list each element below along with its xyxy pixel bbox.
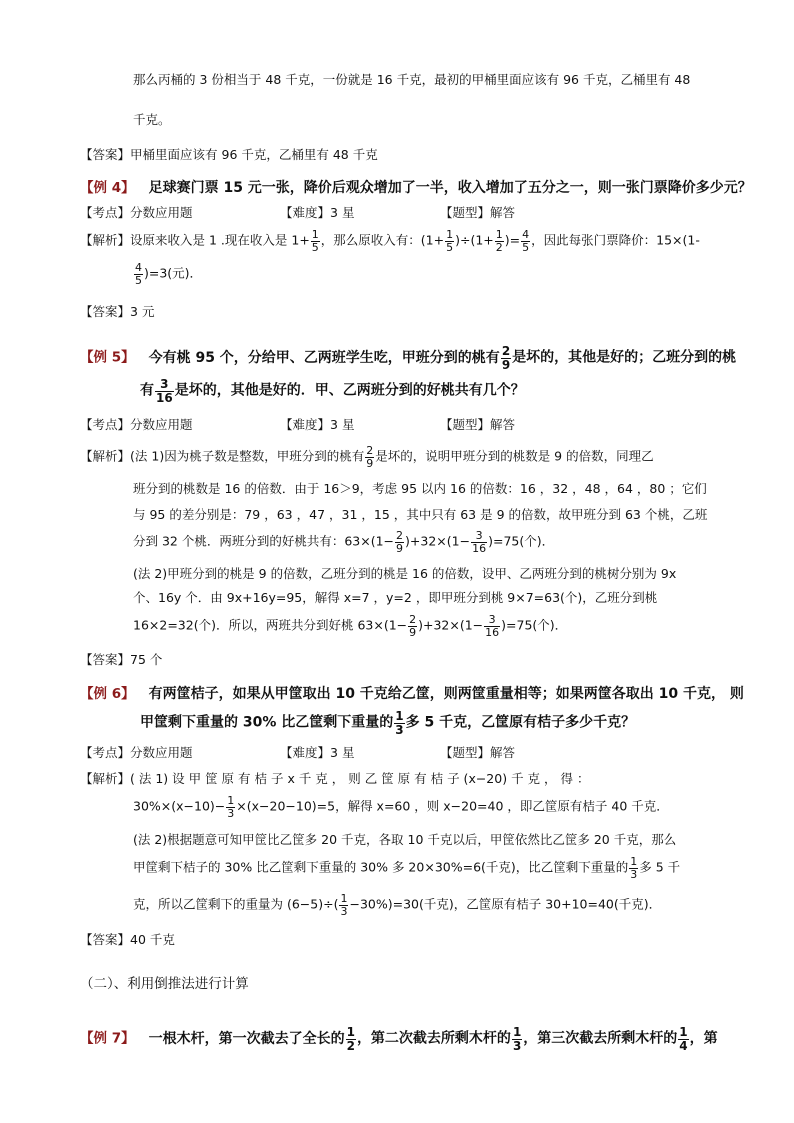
denominator: 9 xyxy=(396,541,404,555)
fraction xyxy=(521,229,530,253)
analysis-text: )=75(个)． xyxy=(501,617,568,633)
kaodian-value: 分数应用题 xyxy=(130,205,193,220)
analysis-text: ×(x−20−10)=5，解得 x=60 ，则 x−20=40 ，即乙筐原有桔子 40 千克． xyxy=(236,798,669,814)
example-4-analysis-line-1 xyxy=(80,229,700,253)
question-text: 是坏的，其他是好的；乙班分到的桃 xyxy=(512,349,737,366)
kaodian-tag: 【考点】 xyxy=(80,205,131,220)
denominator: 9 xyxy=(409,625,417,639)
prev-answer xyxy=(80,147,378,163)
denominator: 9 xyxy=(366,456,374,470)
numerator: 1 xyxy=(512,1025,522,1039)
example-label: 【例 5】 xyxy=(80,349,135,366)
analysis-text: )=3(元)． xyxy=(144,265,203,281)
example-6-analysis-line-5 xyxy=(133,893,661,917)
tixing-tag: 【题型】 xyxy=(440,205,491,220)
fraction xyxy=(484,614,500,638)
answer-text: 3 元 xyxy=(130,304,155,319)
fraction xyxy=(155,378,174,404)
example-6-question-line-2 xyxy=(140,710,635,736)
answer-text: 40 千克 xyxy=(130,932,175,947)
numerator: 1 xyxy=(495,228,503,241)
example-6-answer xyxy=(80,932,175,948)
analysis-text: )=75(个)． xyxy=(488,533,555,549)
fraction xyxy=(445,229,454,253)
fraction xyxy=(395,530,404,554)
denominator: 5 xyxy=(446,240,454,254)
example-5-analysis-line-2: 班分到的桃数是 16 的倍数．由于 16＞9，考虑 95 以内 16 的倍数：16 ，32 ，48 ，64 ，80 ；它们 xyxy=(133,481,707,496)
example-4-analysis-line-2 xyxy=(133,262,202,286)
analysis-text: ，那么原收入有：(1+ xyxy=(320,232,445,248)
prev-text-line-1: 那么丙桶的 3 份相当于 48 千克，一份就是 16 千克，最初的甲桶里面应该有 96 千克，乙桶里有 48 xyxy=(133,72,691,87)
denominator: 3 xyxy=(340,904,348,918)
answer-text: 甲桶里面应该有 96 千克，乙桶里有 48 千克 xyxy=(130,147,378,162)
question-text: 足球赛门票 15 元一张，降价后观众增加了一半，收入增加了五分之一，则一张门票降价多少元？ xyxy=(148,180,752,196)
question-text: 甲筐剩下重量的 30% 比乙筐剩下重量的 xyxy=(140,714,394,731)
nandu-tag: 【难度】 xyxy=(280,417,331,432)
denominator: 9 xyxy=(501,357,511,372)
kaodian-tag: 【考点】 xyxy=(80,417,131,432)
fraction xyxy=(495,229,504,253)
numerator: 1 xyxy=(395,709,404,723)
fraction xyxy=(501,345,511,371)
nandu-tag: 【难度】 xyxy=(280,745,331,760)
nandu-value: 3 星 xyxy=(330,417,355,432)
answer-tag: 【答案】 xyxy=(80,304,131,319)
numerator: 3 xyxy=(160,377,169,391)
numerator: 4 xyxy=(135,261,142,274)
question-text: ，第 xyxy=(689,1030,718,1047)
denominator: 2 xyxy=(346,1038,355,1053)
numerator: 4 xyxy=(522,228,530,241)
analysis-text: 分到 32 个桃．两班分到的好桃共有：63×(1− xyxy=(133,533,395,549)
example-5-answer xyxy=(80,652,162,668)
answer-tag: 【答案】 xyxy=(80,932,131,947)
example-5-analysis-line-1 xyxy=(80,445,654,469)
denominator: 5 xyxy=(135,273,142,287)
section-heading: （二）、利用倒推法进行计算 xyxy=(80,976,249,992)
jiexi-tag: 【解析】 xyxy=(80,232,131,248)
tixing-value: 解答 xyxy=(490,745,516,760)
fraction xyxy=(365,445,374,469)
numerator: 1 xyxy=(340,892,348,905)
analysis-text: ( 法 1) 设 甲 筐 原 有 桔 子 x 千 克 ， 则 乙 筐 原 有 桔 子 (x−20) 千 克 ， 得 ： xyxy=(130,771,590,786)
numerator: 2 xyxy=(501,344,511,358)
answer-tag: 【答案】 xyxy=(80,652,131,667)
numerator: 1 xyxy=(630,855,638,868)
jiexi-tag: 【解析】 xyxy=(80,448,131,464)
example-5-question-line-2 xyxy=(140,378,525,404)
example-6-analysis-line-4 xyxy=(133,856,680,880)
numerator: 1 xyxy=(446,228,454,241)
example-4-meta xyxy=(80,205,515,221)
denominator: 16 xyxy=(472,541,487,555)
denominator: 3 xyxy=(395,722,404,737)
analysis-text: )= xyxy=(504,232,521,248)
analysis-text: 是坏的，说明甲班分到的桃数是 9 的倍数，同理乙 xyxy=(375,448,654,464)
analysis-text: )+32×(1− xyxy=(405,533,471,549)
fraction xyxy=(339,893,348,917)
example-7-question xyxy=(80,1026,718,1052)
analysis-text: )+32×(1− xyxy=(418,617,484,633)
example-5-analysis-line-7 xyxy=(133,614,567,638)
answer-text: 75 个 xyxy=(130,652,163,667)
analysis-text: 甲筐剩下桔子的 30% 比乙筐剩下重量的 30% 多 20×30%=6(千克)，比乙筐剩下重量的 xyxy=(133,859,629,875)
prev-text-line-2: 千克。 xyxy=(133,112,171,127)
tixing-value: 解答 xyxy=(490,417,516,432)
example-5-analysis-line-6: 个、16y 个．由 9x+16y=95，解得 x=7 ，y=2 ，即甲班分到桃 9×7=63(个)，乙班分到桃 xyxy=(133,590,658,605)
denominator: 16 xyxy=(156,390,173,405)
example-5-meta xyxy=(80,417,515,433)
fraction xyxy=(408,614,417,638)
kaodian-tag: 【考点】 xyxy=(80,745,131,760)
fraction xyxy=(134,262,143,286)
fraction xyxy=(394,710,404,736)
example-4-answer xyxy=(80,304,154,320)
fraction xyxy=(629,856,638,880)
example-6-analysis-line-1 xyxy=(80,771,589,787)
analysis-text: 设原来收入是 1 .现在收入是 1+ xyxy=(130,232,310,248)
tixing-tag: 【题型】 xyxy=(440,745,491,760)
fraction xyxy=(226,795,235,819)
question-text: ，第三次截去所剩木杆的 xyxy=(523,1030,678,1047)
nandu-value: 3 星 xyxy=(330,205,355,220)
example-5-question-line-1 xyxy=(80,345,736,371)
example-5-analysis-line-3: 与 95 的差分别是：79 ，63 ，47 ，31 ，15 ，其中只有 63 是 9 的倍数，故甲班分到 63 个桃，乙班 xyxy=(133,507,708,522)
fraction xyxy=(311,229,320,253)
question-text: 今有桃 95 个，分给甲、乙两班学生吃，甲班分到的桃有 xyxy=(148,349,500,366)
example-label: 【例 7】 xyxy=(80,1030,135,1047)
tixing-tag: 【题型】 xyxy=(440,417,491,432)
question-text: 有两筐桔子，如果从甲筐取出 10 千克给乙筐，则两筐重量相等；如果两筐各取出 10 千克， 则 xyxy=(148,686,744,702)
analysis-text: )÷(1+ xyxy=(455,232,494,248)
fraction xyxy=(471,530,487,554)
example-6-meta xyxy=(80,745,515,761)
numerator: 1 xyxy=(679,1025,688,1039)
analysis-text: 多 5 千 xyxy=(639,859,681,875)
fraction xyxy=(512,1026,522,1052)
analysis-text: 16×2=32(个)．所以，两班共分到好桃 63×(1− xyxy=(133,617,408,633)
denominator: 3 xyxy=(512,1038,522,1053)
example-6-analysis-line-2 xyxy=(133,795,669,819)
denominator: 4 xyxy=(679,1038,688,1053)
question-text: ，第二次截去所剩木杆的 xyxy=(356,1030,511,1047)
question-text: 是坏的，其他是好的．甲、乙两班分到的好桃共有几个？ xyxy=(174,382,525,399)
question-text: 多 5 千克，乙筐原有桔子多少千克？ xyxy=(405,714,636,731)
analysis-text: 克，所以乙筐剩下的重量为 (6−5)÷( xyxy=(133,896,339,912)
fraction xyxy=(678,1026,688,1052)
numerator: 2 xyxy=(396,529,404,542)
denominator: 2 xyxy=(495,240,503,254)
question-text: 一根木杆，第一次截去了全长的 xyxy=(148,1030,345,1047)
denominator: 3 xyxy=(630,867,638,881)
example-6-analysis-line-3: (法 2)根据题意可知甲筐比乙筐多 20 千克，各取 10 千克以后，甲筐依然比乙筐多 20 千克，那么 xyxy=(133,832,677,847)
example-5-analysis-line-4 xyxy=(133,530,554,554)
question-text: 有 xyxy=(140,382,154,399)
analysis-text: ，因此每张门票降价：15×(1- xyxy=(531,232,700,248)
analysis-text: 30%×(x−10)− xyxy=(133,798,226,814)
fraction xyxy=(346,1026,356,1052)
nandu-tag: 【难度】 xyxy=(280,205,331,220)
analysis-text: (法 1)因为桃子数是整数，甲班分到的桃有 xyxy=(130,448,365,464)
numerator: 2 xyxy=(366,444,374,457)
example-6-question-line-1 xyxy=(80,686,744,704)
numerator: 1 xyxy=(346,1025,355,1039)
example-label: 【例 6】 xyxy=(80,686,135,702)
answer-tag: 【答案】 xyxy=(80,147,131,162)
kaodian-value: 分数应用题 xyxy=(130,745,193,760)
numerator: 2 xyxy=(409,613,417,626)
example-5-analysis-line-5: (法 2)甲班分到的桃是 9 的倍数，乙班分到的桃是 16 的倍数，设甲、乙两班分到的桃树分别为 9x xyxy=(133,566,677,581)
nandu-value: 3 星 xyxy=(330,745,355,760)
numerator: 1 xyxy=(311,228,319,241)
denominator: 5 xyxy=(522,240,530,254)
example-label: 【例 4】 xyxy=(80,180,135,196)
jiexi-tag: 【解析】 xyxy=(80,771,131,786)
analysis-text: −30%)=30(千克)，乙筐原有桔子 30+10=40(千克)． xyxy=(349,896,662,912)
numerator: 3 xyxy=(475,529,483,542)
numerator: 3 xyxy=(488,613,496,626)
tixing-value: 解答 xyxy=(490,205,516,220)
example-4-question xyxy=(80,180,752,198)
denominator: 3 xyxy=(227,806,235,820)
denominator: 16 xyxy=(485,625,500,639)
kaodian-value: 分数应用题 xyxy=(130,417,193,432)
numerator: 1 xyxy=(227,794,235,807)
denominator: 5 xyxy=(311,240,319,254)
